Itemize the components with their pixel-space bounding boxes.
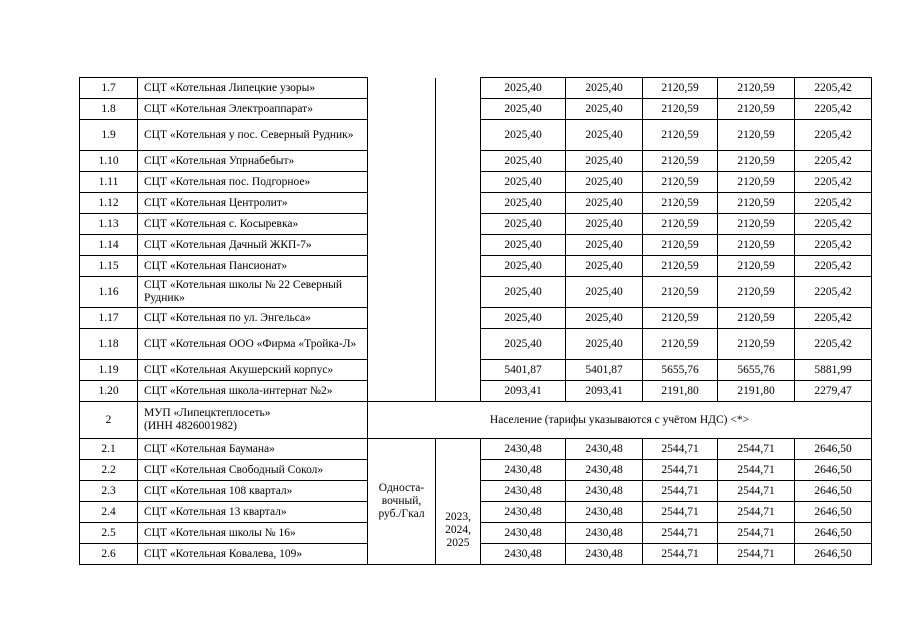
year-cell-empty bbox=[436, 120, 481, 151]
tariff-value: 2430,48 bbox=[481, 502, 566, 523]
tariff-value: 2025,40 bbox=[481, 235, 566, 256]
tariff-value: 2025,40 bbox=[481, 256, 566, 277]
table-row bbox=[80, 99, 872, 120]
tariff-value: 2120,59 bbox=[718, 235, 795, 256]
tariff-value: 2025,40 bbox=[566, 120, 643, 151]
tariff-value: 2205,42 bbox=[795, 329, 872, 360]
tariff-value: 2205,42 bbox=[795, 214, 872, 235]
year-cell-empty bbox=[436, 193, 481, 214]
tariff-value: 5401,87 bbox=[566, 360, 643, 381]
tariff-value: 2025,40 bbox=[481, 193, 566, 214]
years-label: 2023, 2024, 2025 bbox=[436, 439, 481, 565]
table-body-part2 bbox=[80, 439, 872, 565]
tariff-value: 2544,71 bbox=[718, 481, 795, 502]
tariff-value: 2430,48 bbox=[481, 523, 566, 544]
row-number: 1.10 bbox=[80, 151, 138, 172]
tariff-value: 2205,42 bbox=[795, 308, 872, 329]
tariff-value: 2025,40 bbox=[566, 235, 643, 256]
tariff-value: 2120,59 bbox=[643, 172, 718, 193]
tariff-value: 2120,59 bbox=[718, 99, 795, 120]
heat-source-name: СЦТ «Котельная пос. Подгорное» bbox=[138, 172, 368, 193]
row-number: 1.14 bbox=[80, 235, 138, 256]
tariff-value: 2544,71 bbox=[718, 502, 795, 523]
table-row bbox=[80, 151, 872, 172]
tariff-value: 2544,71 bbox=[643, 544, 718, 565]
tariff-value: 2093,41 bbox=[566, 381, 643, 402]
tariff-value: 2430,48 bbox=[566, 544, 643, 565]
heat-source-name: СЦТ «Котельная по ул. Энгельса» bbox=[138, 308, 368, 329]
row-number: 2.5 bbox=[80, 523, 138, 544]
tariff-value: 5655,76 bbox=[643, 360, 718, 381]
tariff-value: 2120,59 bbox=[718, 78, 795, 99]
tariff-value: 2205,42 bbox=[795, 256, 872, 277]
tariff-value: 2120,59 bbox=[718, 308, 795, 329]
heat-source-name: СЦТ «Котельная Акушерский корпус» bbox=[138, 360, 368, 381]
tariff-value: 5655,76 bbox=[718, 360, 795, 381]
tariff-value: 2120,59 bbox=[718, 193, 795, 214]
tariff-value: 2025,40 bbox=[481, 172, 566, 193]
table-row bbox=[80, 214, 872, 235]
row-number: 1.17 bbox=[80, 308, 138, 329]
tariff-value: 2646,50 bbox=[795, 439, 872, 460]
heat-source-name: СЦТ «Котельная школа-интернат №2» bbox=[138, 381, 368, 402]
tariff-value: 2120,59 bbox=[718, 329, 795, 360]
heat-source-name: СЦТ «Котельная с. Косыревка» bbox=[138, 214, 368, 235]
table-row bbox=[80, 172, 872, 193]
tariff-table bbox=[79, 77, 872, 565]
tariff-value: 2120,59 bbox=[643, 256, 718, 277]
tariff-value: 2025,40 bbox=[481, 214, 566, 235]
population-note: Население (тарифы указываются с учётом НДС) <*> bbox=[368, 402, 872, 439]
year-cell-empty bbox=[436, 172, 481, 193]
unit-cell-empty bbox=[368, 214, 436, 235]
tariff-value: 2120,59 bbox=[718, 256, 795, 277]
tariff-value: 2120,59 bbox=[718, 151, 795, 172]
table-row bbox=[80, 120, 872, 151]
unit-label: Односта- вочный, руб./Гкал bbox=[368, 439, 436, 565]
organization-number: 2 bbox=[80, 402, 138, 439]
heat-source-name: СЦТ «Котельная 108 квартал» bbox=[138, 481, 368, 502]
unit-cell-empty bbox=[368, 235, 436, 256]
heat-source-name: СЦТ «Котельная школы № 16» bbox=[138, 523, 368, 544]
heat-source-name: СЦТ «Котельная 13 квартал» bbox=[138, 502, 368, 523]
unit-cell-empty bbox=[368, 172, 436, 193]
row-number: 1.20 bbox=[80, 381, 138, 402]
tariff-value: 2430,48 bbox=[566, 439, 643, 460]
tariff-value: 2120,59 bbox=[643, 308, 718, 329]
tariff-value: 2430,48 bbox=[566, 502, 643, 523]
tariff-value: 2025,40 bbox=[566, 329, 643, 360]
tariff-value: 2191,80 bbox=[718, 381, 795, 402]
table-row bbox=[80, 360, 872, 381]
tariff-value: 2430,48 bbox=[481, 544, 566, 565]
year-cell-empty bbox=[436, 99, 481, 120]
tariff-value: 5401,87 bbox=[481, 360, 566, 381]
tariff-value: 2025,40 bbox=[566, 151, 643, 172]
tariff-value: 2120,59 bbox=[718, 172, 795, 193]
tariff-value: 2544,71 bbox=[643, 502, 718, 523]
tariff-value: 2120,59 bbox=[643, 120, 718, 151]
tariff-value: 2430,48 bbox=[481, 481, 566, 502]
year-cell-empty bbox=[436, 256, 481, 277]
year-cell-empty bbox=[436, 235, 481, 256]
tariff-value: 2430,48 bbox=[481, 460, 566, 481]
tariff-value: 2025,40 bbox=[566, 277, 643, 308]
tariff-value: 2279,47 bbox=[795, 381, 872, 402]
tariff-value: 2205,42 bbox=[795, 172, 872, 193]
unit-cell-empty bbox=[368, 360, 436, 381]
organization-inn: (ИНН 4826001982) bbox=[144, 420, 237, 432]
tariff-value: 2646,50 bbox=[795, 502, 872, 523]
tariff-value: 2025,40 bbox=[566, 308, 643, 329]
row-number: 1.7 bbox=[80, 78, 138, 99]
row-number: 1.13 bbox=[80, 214, 138, 235]
year-cell-empty bbox=[436, 329, 481, 360]
tariff-value: 2025,40 bbox=[566, 256, 643, 277]
heat-source-name: СЦТ «Котельная Липецкие узоры» bbox=[138, 78, 368, 99]
tariff-value: 2025,40 bbox=[481, 78, 566, 99]
row-number: 1.9 bbox=[80, 120, 138, 151]
tariff-value: 2205,42 bbox=[795, 277, 872, 308]
tariff-value: 2544,71 bbox=[718, 439, 795, 460]
year-cell-empty bbox=[436, 78, 481, 99]
tariff-value: 2544,71 bbox=[718, 544, 795, 565]
heat-source-name: СЦТ «Котельная Центролит» bbox=[138, 193, 368, 214]
table-row bbox=[80, 78, 872, 99]
tariff-value: 2025,40 bbox=[566, 99, 643, 120]
tariff-value: 2544,71 bbox=[643, 481, 718, 502]
tariff-value: 2544,71 bbox=[643, 523, 718, 544]
tariff-value: 2120,59 bbox=[718, 120, 795, 151]
tariff-value: 2025,40 bbox=[481, 277, 566, 308]
tariff-value: 2544,71 bbox=[643, 439, 718, 460]
tariff-value: 2120,59 bbox=[643, 99, 718, 120]
tariff-value: 2205,42 bbox=[795, 120, 872, 151]
year-cell-empty bbox=[436, 214, 481, 235]
heat-source-name: СЦТ «Котельная Электроаппарат» bbox=[138, 99, 368, 120]
row-number: 1.11 bbox=[80, 172, 138, 193]
unit-cell-empty bbox=[368, 193, 436, 214]
tariff-value: 2430,48 bbox=[481, 439, 566, 460]
unit-cell-empty bbox=[368, 381, 436, 402]
tariff-value: 2120,59 bbox=[718, 214, 795, 235]
row-number: 2.4 bbox=[80, 502, 138, 523]
organization-title: МУП «Липецктеплосеть» bbox=[144, 407, 271, 419]
year-cell-empty bbox=[436, 360, 481, 381]
tariff-value: 2120,59 bbox=[643, 78, 718, 99]
tariff-value: 2025,40 bbox=[481, 120, 566, 151]
tariff-value: 2093,41 bbox=[481, 381, 566, 402]
tariff-value: 2120,59 bbox=[643, 214, 718, 235]
table-body-part1 bbox=[80, 78, 872, 439]
year-cell-empty bbox=[436, 277, 481, 308]
organization-row bbox=[80, 402, 872, 439]
row-number: 1.15 bbox=[80, 256, 138, 277]
tariff-value: 2120,59 bbox=[643, 277, 718, 308]
row-number: 2.3 bbox=[80, 481, 138, 502]
unit-cell-empty bbox=[368, 151, 436, 172]
table-row bbox=[80, 381, 872, 402]
year-cell-empty bbox=[436, 151, 481, 172]
tariff-value: 2025,40 bbox=[481, 329, 566, 360]
tariff-value: 2120,59 bbox=[643, 151, 718, 172]
tariff-value: 2646,50 bbox=[795, 481, 872, 502]
tariff-value: 2430,48 bbox=[566, 460, 643, 481]
table-row bbox=[80, 193, 872, 214]
tariff-value: 2025,40 bbox=[566, 172, 643, 193]
unit-cell-empty bbox=[368, 277, 436, 308]
heat-source-name: СЦТ «Котельная Баумана» bbox=[138, 439, 368, 460]
tariff-value: 2205,42 bbox=[795, 151, 872, 172]
tariff-value: 2544,71 bbox=[718, 523, 795, 544]
tariff-value: 2646,50 bbox=[795, 523, 872, 544]
unit-cell-empty bbox=[368, 308, 436, 329]
tariff-value: 2025,40 bbox=[481, 151, 566, 172]
row-number: 1.8 bbox=[80, 99, 138, 120]
tariff-value: 2646,50 bbox=[795, 460, 872, 481]
heat-source-name: СЦТ «Котельная Свободный Сокол» bbox=[138, 460, 368, 481]
unit-cell-empty bbox=[368, 256, 436, 277]
tariff-value: 2646,50 bbox=[795, 544, 872, 565]
year-cell-empty bbox=[436, 308, 481, 329]
table-row bbox=[80, 439, 872, 460]
tariff-value: 2120,59 bbox=[643, 329, 718, 360]
organization-name bbox=[138, 402, 368, 439]
heat-source-name: СЦТ «Котельная у пос. Северный Рудник» bbox=[138, 120, 368, 151]
tariff-value: 2025,40 bbox=[481, 308, 566, 329]
tariff-value: 2544,71 bbox=[643, 460, 718, 481]
heat-source-name: СЦТ «Котельная Упрнабебыт» bbox=[138, 151, 368, 172]
tariff-value: 2025,40 bbox=[481, 99, 566, 120]
row-number: 1.19 bbox=[80, 360, 138, 381]
heat-source-name: СЦТ «Котельная Ковалева, 109» bbox=[138, 544, 368, 565]
table-row bbox=[80, 256, 872, 277]
row-number: 1.18 bbox=[80, 329, 138, 360]
row-number: 1.16 bbox=[80, 277, 138, 308]
tariff-value: 2544,71 bbox=[718, 460, 795, 481]
year-cell-empty bbox=[436, 381, 481, 402]
row-number: 2.1 bbox=[80, 439, 138, 460]
unit-cell-empty bbox=[368, 120, 436, 151]
unit-cell-empty bbox=[368, 78, 436, 99]
heat-source-name: СЦТ «Котельная школы № 22 Северный Рудник» bbox=[138, 277, 368, 308]
tariff-value: 2205,42 bbox=[795, 78, 872, 99]
table-row bbox=[80, 308, 872, 329]
heat-source-name: СЦТ «Котельная ООО «Фирма «Тройка-Л» bbox=[138, 329, 368, 360]
row-number: 2.2 bbox=[80, 460, 138, 481]
tariff-value: 2430,48 bbox=[566, 523, 643, 544]
tariff-value: 2205,42 bbox=[795, 99, 872, 120]
tariff-value: 2120,59 bbox=[643, 235, 718, 256]
tariff-value: 2025,40 bbox=[566, 193, 643, 214]
table-row bbox=[80, 277, 872, 308]
heat-source-name: СЦТ «Котельная Пансионат» bbox=[138, 256, 368, 277]
tariff-value: 2120,59 bbox=[643, 193, 718, 214]
heat-source-name: СЦТ «Котельная Дачный ЖКП-7» bbox=[138, 235, 368, 256]
tariff-value: 2205,42 bbox=[795, 235, 872, 256]
tariff-value: 2025,40 bbox=[566, 214, 643, 235]
table-row bbox=[80, 329, 872, 360]
tariff-value: 2025,40 bbox=[566, 78, 643, 99]
tariff-value: 2191,80 bbox=[643, 381, 718, 402]
tariff-value: 2205,42 bbox=[795, 193, 872, 214]
table-row bbox=[80, 235, 872, 256]
row-number: 2.6 bbox=[80, 544, 138, 565]
row-number: 1.12 bbox=[80, 193, 138, 214]
unit-cell-empty bbox=[368, 329, 436, 360]
tariff-value: 2120,59 bbox=[718, 277, 795, 308]
tariff-value: 2430,48 bbox=[566, 481, 643, 502]
tariff-value: 5881,99 bbox=[795, 360, 872, 381]
unit-cell-empty bbox=[368, 99, 436, 120]
